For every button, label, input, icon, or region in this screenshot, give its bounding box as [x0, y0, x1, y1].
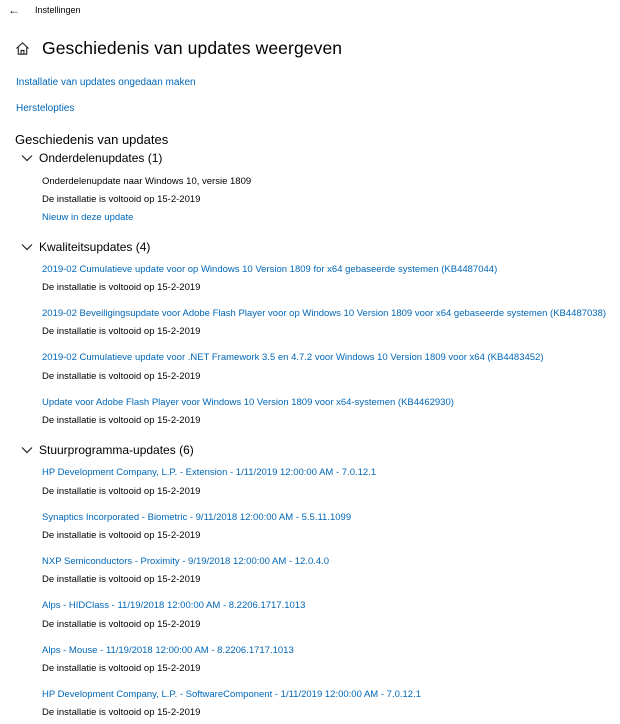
update-name: Onderdelenupdate naar Windows 10, versie 1809 — [42, 176, 252, 187]
recovery-options-link[interactable]: Herstelopties — [16, 103, 75, 114]
page-title: Geschiedenis van updates weergeven — [42, 37, 343, 58]
update-status: De installatie is voltooid op 15-2-2019 — [42, 415, 201, 426]
update-link[interactable]: 2019-02 Beveiligingsupdate voor Adobe Flash Player voor op Windows 10 Version 1809 voor x64 gebaseerde systemen (KB4487038) — [42, 308, 607, 319]
update-status: De installatie is voltooid op 15-2-2019 — [42, 282, 201, 293]
update-status: De installatie is voltooid op 15-2-2019 — [42, 486, 201, 497]
update-status: De installatie is voltooid op 15-2-2019 — [42, 326, 201, 337]
group-title: Kwaliteitsupdates (4) — [39, 240, 151, 254]
update-status: De installatie is voltooid op 15-2-2019 — [42, 371, 201, 382]
update-link[interactable]: NXP Semiconductors - Proximity - 9/19/2018 12:00:00 AM - 12.0.4.0 — [42, 556, 330, 567]
app-title: Instellingen — [35, 5, 81, 15]
update-link[interactable]: 2019-02 Cumulatieve update voor op Windows 10 Version 1809 for x64 gebaseerde systemen (KB4487044) — [42, 264, 498, 275]
title-bar — [0, 0, 620, 22]
update-link[interactable]: Alps - Mouse - 11/19/2018 12:00:00 AM - 8.2206.1717.1013 — [42, 645, 294, 656]
chevron-down-icon — [21, 446, 33, 454]
update-status: De installatie is voltooid op 15-2-2019 — [42, 619, 201, 630]
quality-updates-group-header[interactable] — [21, 240, 150, 254]
group-title: Stuurprogramma-updates (6) — [39, 443, 194, 457]
home-icon — [15, 41, 30, 56]
update-status: De installatie is voltooid op 15-2-2019 — [42, 530, 201, 541]
update-link[interactable]: HP Development Company, L.P. - Extension - 1/11/2019 12:00:00 AM - 7.0.12.1 — [42, 467, 377, 478]
feature-updates-group-header[interactable] — [21, 151, 162, 165]
chevron-down-icon — [21, 154, 33, 162]
update-link[interactable]: Alps - HIDClass - 11/19/2018 12:00:00 AM - 8.2206.1717.1013 — [42, 600, 306, 611]
update-link[interactable]: 2019-02 Cumulatieve update voor .NET Framework 3.5 en 4.7.2 voor Windows 10 Version 1809 voor x64 (KB4483452) — [42, 352, 544, 363]
update-link[interactable]: Synaptics Incorporated - Biometric - 9/11/2018 12:00:00 AM - 5.5.11.1099 — [42, 512, 352, 523]
back-arrow-icon[interactable]: ← — [8, 3, 20, 17]
update-status: De installatie is voltooid op 15-2-2019 — [42, 194, 201, 205]
update-status: De installatie is voltooid op 15-2-2019 — [42, 707, 201, 718]
update-status: De installatie is voltooid op 15-2-2019 — [42, 663, 201, 674]
update-history-title: Geschiedenis van updates — [15, 132, 169, 147]
uninstall-updates-link[interactable]: Installatie van updates ongedaan maken — [16, 77, 196, 88]
whats-new-link[interactable]: Nieuw in deze update — [42, 212, 134, 223]
page-header — [15, 36, 342, 60]
update-link[interactable]: Update voor Adobe Flash Player voor Windows 10 Version 1809 voor x64-systemen (KB4462930) — [42, 397, 454, 408]
group-title: Onderdelenupdates (1) — [39, 151, 163, 165]
update-status: De installatie is voltooid op 15-2-2019 — [42, 574, 201, 585]
chevron-down-icon — [21, 243, 33, 251]
update-link[interactable]: HP Development Company, L.P. - SoftwareComponent - 1/11/2019 12:00:00 AM - 7.0.12.1 — [42, 689, 421, 700]
driver-updates-group-header[interactable] — [21, 443, 194, 457]
